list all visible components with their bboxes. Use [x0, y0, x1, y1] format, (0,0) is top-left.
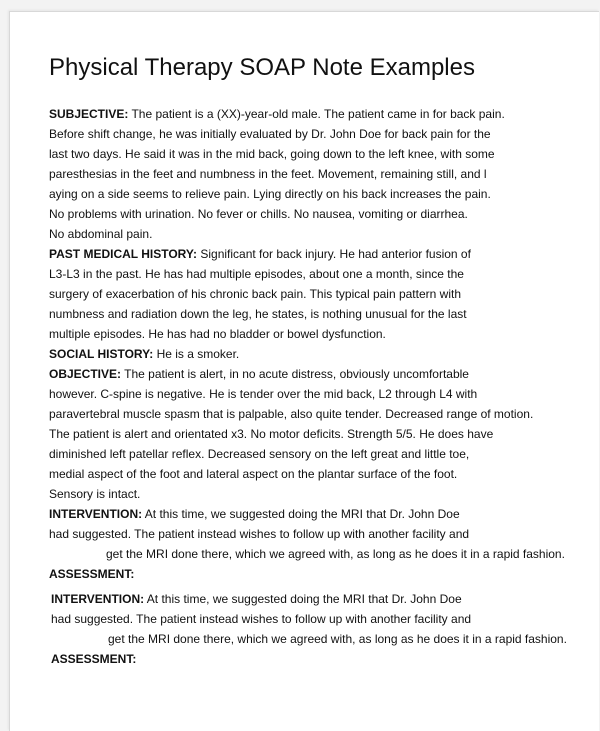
assessment-repeat-line [51, 652, 136, 666]
intervention-repeat-line-2 [51, 612, 471, 626]
line-text: paresthesias in the feet and numbness in the feet. Movement, remaining still, and l [49, 167, 487, 181]
line-text: numbness and radiation down the leg, he states, is nothing unusual for the last [49, 307, 467, 321]
intervention-line-1 [49, 507, 460, 521]
subjective-line-5 [49, 187, 491, 201]
subjective-line-6 [49, 207, 468, 221]
intervention-repeat-line-3 [108, 632, 567, 646]
line-text: Significant for back injury. He had anterior fusion of [197, 247, 471, 261]
subjective-line-1 [49, 107, 505, 121]
line-text: No problems with urination. No fever or chills. No nausea, vomiting or diarrhea. [49, 207, 468, 221]
line-text: aying on a side seems to relieve pain. Lying directly on his back increases the pain. [49, 187, 491, 201]
line-text: The patient is alert and orientated x3. No motor deficits. Strength 5/5. He does have [49, 427, 494, 441]
line-text: diminished left patellar reflex. Decreased sensory on the left great and little toe, [49, 447, 470, 461]
intervention-label: INTERVENTION: [51, 592, 145, 606]
past-medical-history-line-3 [49, 287, 461, 301]
intervention-label: INTERVENTION: [49, 507, 143, 521]
assessment-line [49, 567, 134, 581]
objective-line-1 [49, 367, 469, 381]
line-text: At this time, we suggested doing the MRI that Dr. John Doe [144, 592, 462, 606]
intervention-line-2 [49, 527, 469, 541]
social-history-line [49, 347, 239, 361]
past-medical-history-line-4 [49, 307, 467, 321]
past-medical-history-line-2 [49, 267, 464, 281]
line-text: paravertebral muscle spasm that is palpable, also quite tender. Decreased range of motion. [49, 407, 534, 421]
line-text: At this time, we suggested doing the MRI that Dr. John Doe [142, 507, 460, 521]
intervention-repeat-line-1 [51, 592, 462, 606]
assessment-label: ASSESSMENT: [49, 567, 135, 581]
past-medical-history-label: PAST MEDICAL HISTORY: [49, 247, 198, 261]
objective-label: OBJECTIVE: [49, 367, 122, 381]
line-text: however. C-spine is negative. He is tender over the mid back, L2 through L4 with [49, 387, 478, 401]
objective-line-7 [49, 487, 140, 501]
subjective-line-2 [49, 127, 491, 141]
line-text: get the MRI done there, which we agreed with, as long as he does it in a rapid fashion. [106, 547, 565, 561]
subjective-label: SUBJECTIVE: [49, 107, 129, 121]
page-title: Physical Therapy SOAP Note Examples [49, 54, 475, 81]
objective-line-4 [49, 427, 493, 441]
line-text: multiple episodes. He has had no bladder or bowel dysfunction. [49, 327, 386, 341]
line-text: had suggested. The patient instead wishes to follow up with another facility and [51, 612, 472, 626]
line-text: medial aspect of the foot and lateral aspect on the plantar surface of the foot. [49, 467, 458, 481]
objective-line-2 [49, 387, 477, 401]
intervention-line-3 [106, 547, 565, 561]
line-text: Sensory is intact. [49, 487, 141, 501]
objective-line-3 [49, 407, 533, 421]
past-medical-history-line-5 [49, 327, 386, 341]
past-medical-history-line-1 [49, 247, 471, 261]
line-text: The patient is a (XX)-year-old male. The patient came in for back pain. [128, 107, 505, 121]
subjective-line-3 [49, 147, 495, 161]
objective-line-5 [49, 447, 469, 461]
line-text: had suggested. The patient instead wishes to follow up with another facility and [49, 527, 470, 541]
line-text: L3-L3 in the past. He has had multiple episodes, about one a month, since the [49, 267, 464, 281]
line-text: No abdominal pain. [49, 227, 153, 241]
line-text: surgery of exacerbation of his chronic back pain. This typical pain pattern with [49, 287, 461, 301]
line-text: Before shift change, he was initially evaluated by Dr. John Doe for back pain for the [49, 127, 491, 141]
line-text: He is a smoker. [153, 347, 240, 361]
objective-line-6 [49, 467, 457, 481]
line-text: get the MRI done there, which we agreed with, as long as he does it in a rapid fashion. [108, 632, 567, 646]
assessment-label: ASSESSMENT: [51, 652, 137, 666]
line-text: The patient is alert, in no acute distress, obviously uncomfortable [121, 367, 469, 381]
social-history-label: SOCIAL HISTORY: [49, 347, 154, 361]
line-text: last two days. He said it was in the mid back, going down to the left knee, with some [49, 147, 495, 161]
subjective-line-7 [49, 227, 152, 241]
subjective-line-4 [49, 167, 487, 181]
